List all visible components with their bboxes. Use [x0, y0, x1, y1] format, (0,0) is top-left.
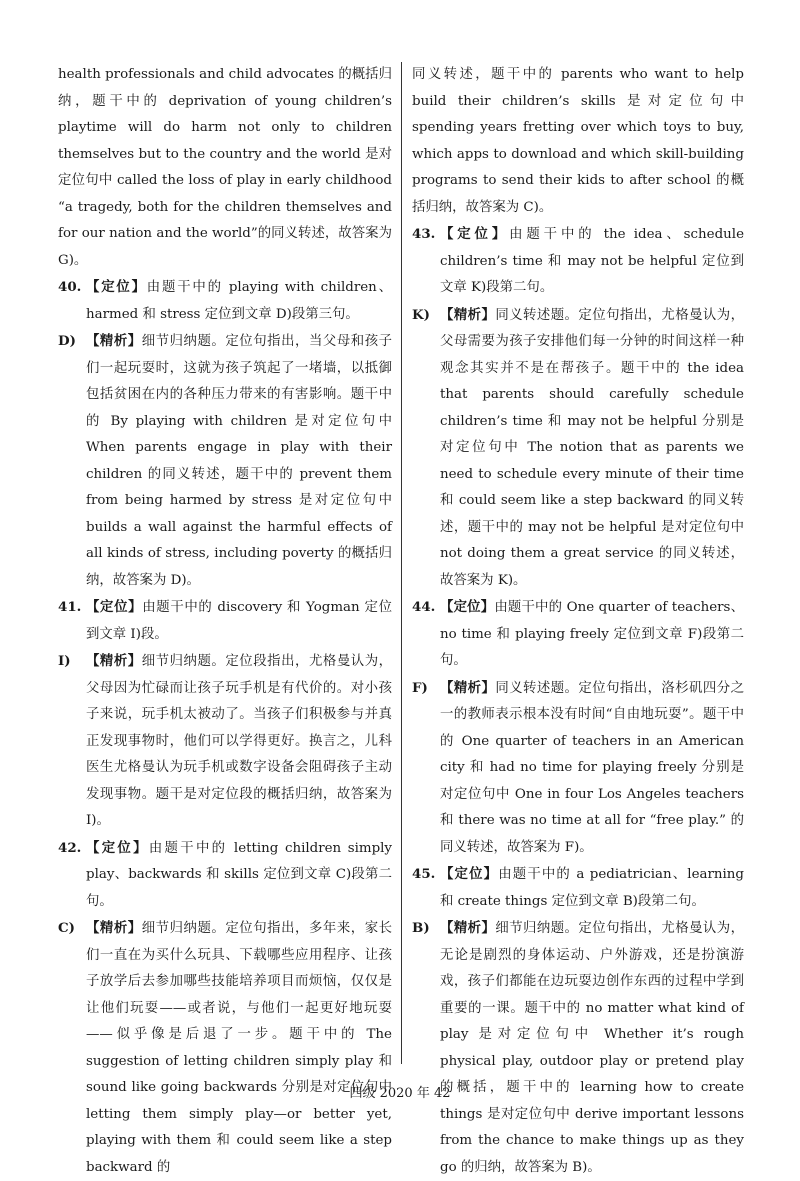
- section-tag: 【精析】: [86, 920, 142, 936]
- paragraph-text: 由题干中的 discovery 和 Yogman 定位到文章 I)段。: [86, 600, 393, 642]
- answer-paragraph: [58, 594, 392, 648]
- paragraph-text: 由题干中的 letting children simply play、backwards 和 skills 定位到文章 C)段第二句。: [86, 840, 393, 909]
- section-tag: 【定位】: [440, 866, 499, 882]
- section-tag: 【定位】: [86, 839, 149, 856]
- answer-paragraph: [58, 835, 392, 916]
- section-tag: 【定位】: [440, 599, 495, 615]
- answer-paragraph: [58, 648, 392, 835]
- section-tag: 【定位】: [86, 279, 147, 295]
- paragraph-text: 同义转述题。定位句指出，尤格曼认为，父母需要为孩子安排他们每一分钟的时间这样一种观念其实并不是在帮孩子。题干中的 the idea that parents should carefully schedule children’s time 和 may not be helpful 分别是对定位句中 The notion that as parents we need to schedule every minute of their time 和 could seem like a step backward 的同义转述，题干中的 may not be helpful 是对定位句中 not doing them a great service 的同义转述，故答案为 K)。: [440, 307, 745, 588]
- answer-paragraph: [412, 221, 744, 302]
- column-divider: [401, 62, 402, 1064]
- item-marker: 44.: [412, 599, 436, 615]
- answer-paragraph: [412, 861, 744, 915]
- left-column: [58, 62, 392, 1181]
- answer-paragraph: [412, 915, 744, 1181]
- answer-paragraph: [58, 274, 392, 328]
- section-tag: 【精析】: [440, 679, 496, 696]
- item-marker: C): [58, 920, 75, 936]
- section-tag: 【精析】: [440, 920, 496, 936]
- answer-paragraph: [412, 675, 744, 862]
- answer-paragraph: [412, 302, 744, 595]
- paragraph-text: 细节归纳题。定位段指出，尤格曼认为，父母因为忙碌而让孩子玩手机是有代价的。对小孩子来说，玩手机太被动了。当孩子们积极参与并真正发现事物时，他们可以学得更好。换言之，儿科医生尤格曼认为玩手机或数字设备会阻碍孩子主动发现事物。题干是对定位段的概括归纳，故答案为 I)。: [86, 654, 393, 828]
- section-tag: 【精析】: [86, 653, 142, 669]
- answer-paragraph: [58, 62, 392, 274]
- item-marker: B): [412, 920, 430, 936]
- paragraph-text: 同义转述，题干中的 parents who want to help build their children’s skills 是对定位句中 spending years fretting over which toys to buy, which apps to download and which skill-building programs to send their kids to after school 的概括归纳，故答案为 C)。: [412, 67, 744, 215]
- paragraph-text: 细节归纳题。定位句指出，尤格曼认为，无论是剧烈的身体运动、户外游戏，还是扮演游戏，孩子们都能在边玩耍边创作东西的过程中学到重要的一课。题干中的 no matter what kind of play 是对定位句中 Whether it’s rough physical play, outdoor play or pretend play 的概括，题干中的 learning how to create things 是对定位句中 derive important lessons from the chance to make things up as they go 的归纳，故答案为 B)。: [440, 921, 745, 1175]
- answer-paragraph: [58, 328, 392, 594]
- paragraph-text: health professionals and child advocates 的概括归纳，题干中的 deprivation of young children’s playtime will do harm not only to children themselves but to the country and the world 是对定位句中 called the loss of play in early childhood “a tragedy, both for the children themselves and for our nation and the world”的同义转述，故答案为 G)。: [58, 67, 392, 268]
- paragraph-text: 由题干中的 playing with children、harmed 和 stress 定位到文章 D)段第三句。: [86, 280, 392, 322]
- item-marker: I): [58, 653, 71, 669]
- paragraph-text: 由题干中的 One quarter of teachers、no time 和 playing freely 定位到文章 F)段第二句。: [440, 600, 744, 668]
- item-marker: D): [58, 333, 76, 349]
- right-column: [412, 62, 744, 1181]
- item-marker: 41.: [58, 599, 82, 615]
- section-tag: 【精析】: [440, 306, 496, 323]
- section-tag: 【定位】: [86, 599, 143, 615]
- item-marker: 43.: [412, 226, 436, 242]
- item-marker: F): [412, 679, 428, 696]
- answer-paragraph: [412, 594, 744, 675]
- item-marker: 40.: [58, 279, 82, 295]
- page-footer: 四级 2020 年 42: [349, 1086, 451, 1101]
- paragraph-text: 由题干中的 a pediatrician、learning 和 create things 定位到文章 B)段第二句。: [440, 867, 745, 909]
- section-tag: 【精析】: [86, 333, 142, 349]
- paragraph-text: 细节归纳题。定位句指出，当父母和孩子们一起玩耍时，这就为孩子筑起了一堵墙，以抵御包括贫困在内的各种压力带来的有害影响。题干中的 By playing with children 是对定位句中 When parents engage in play with their children 的同义转述，题干中的 prevent them from being harmed by stress 是对定位句中 builds a wall against the harmful effects of all kinds of stress, including poverty 的概括归纳，故答案为 D)。: [86, 334, 393, 588]
- item-marker: 42.: [58, 839, 82, 856]
- answer-paragraph: [58, 915, 392, 1181]
- paragraph-text: 同义转述题。定位句指出，洛杉矶四分之一的教师表示根本没有时间“自由地玩耍”。题干中的 One quarter of teachers in an American city 和 had no time for playing freely 分别是对定位句中 One in four Los Angeles teachers 和 there was no time at all for “free play.” 的同义转述，故答案为 F)。: [440, 680, 745, 855]
- section-tag: 【定位】: [440, 226, 510, 242]
- paragraph-text: 细节归纳题。定位句指出，多年来，家长们一直在为买什么玩具、下载哪些应用程序、让孩子放学后去参加哪些技能培养项目而烦恼，仅仅是让他们玩耍——或者说，与他们一起更好地玩耍——似乎像是后退了一步。题干中的 The suggestion of letting children simply play 和 sound like going backwards 分别是对定位句中 letting them simply play—or better yet, playing with them 和 could seem like a step backward 的: [86, 921, 393, 1175]
- answer-paragraph: [412, 62, 744, 221]
- paragraph-text: 由题干中的 the idea、schedule children’s time 和 may not be helpful 定位到文章 K)段第二句。: [440, 227, 745, 295]
- item-marker: K): [412, 306, 430, 323]
- item-marker: 45.: [412, 866, 436, 882]
